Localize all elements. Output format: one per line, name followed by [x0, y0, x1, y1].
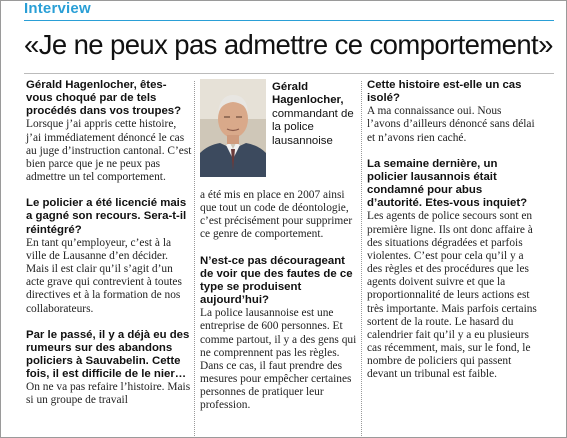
- question-6: La semaine dernière, un policier lausannois était condamné pour abus d’autorité. Etes-vous inquiet?: [367, 157, 528, 210]
- answer-3-continued: a été mis en place en 2007 ainsi que tout un code de déontologie, c’est précisément pour supprimer ce genre de comportement.: [200, 189, 353, 241]
- headline: «Je ne peux pas admettre ce comportement»: [24, 29, 553, 60]
- column-divider: [194, 81, 195, 436]
- column-1: [26, 79, 193, 408]
- section-kicker: Interview: [24, 0, 91, 17]
- caption-name: Gérald Hagenlocher,: [272, 81, 344, 107]
- portrait-caption: [272, 81, 360, 148]
- question-3: Par le passé, il y a déjà eu des rumeurs sur des abandons policiers à Sauvabelin. Cette fois, il est difficile de le nier…: [26, 328, 190, 381]
- question-2: Le policier a été licencié mais a gagné son recours. Sera-t-il réintégré?: [26, 197, 187, 236]
- question-1: Gérald Hagenlocher, êtes-vous choqué par de tels procédés dans vos troupes?: [26, 79, 182, 118]
- answer-1: Lorsque j’ai appris cette histoire, j’ai immédiatement dénoncé le cas au juge d’instruction cantonal. C’est bien parce que je ne peux pas admettre un tel comportement.: [26, 118, 192, 184]
- answer-3: On ne va pas refaire l’histoire. Mais si un groupe de travail: [26, 381, 191, 407]
- portrait-photo: [200, 79, 266, 177]
- answer-2: En tant qu’employeur, c’est à la ville de Lausanne d’en décider. Mais il est clair qu’il s’agit d’un acte grave qui contrevient à toutes directives et à la formation de nos collaborateurs.: [26, 236, 182, 315]
- column-divider: [361, 81, 362, 436]
- question-4: N’est-ce pas décourageant de voir que des fautes de ce type se produisent aujourd’hui?: [200, 254, 353, 307]
- column-3: [367, 79, 537, 381]
- answer-6: Les agents de police secours sont en première ligne. Ils ont donc affaire à des situations dégradées et parfois violentes. C’est pour cela qu’il y a des règles et des procédures que les agents doivent suivre et que la proportionnalité de leurs actions est très importante. Mais parfois certains sortent de la route. Le hasard du calendrier fait qu’il y a eu plusieurs cas récemment, mais, sur le fond, le nombre de policiers qui passent devant un tribunal est faible.: [367, 210, 537, 381]
- answer-5: A ma connaissance oui. Nous l’avons d’ailleurs dénoncé sans délai et n’avons rien caché.: [367, 105, 535, 144]
- section-rule: [24, 20, 554, 21]
- portrait-block: [200, 79, 358, 183]
- column-2: [200, 79, 358, 413]
- section-band: [1, 1, 558, 21]
- headline-rule: [24, 73, 554, 74]
- answer-4: La police lausannoise est une entreprise de 600 personnes. Et comme partout, il y a des gens qui ne comprennent pas les règles. Dans ce cas, il faut prendre des mesures pour empêcher certaines personnes de pratiquer leur profession.: [200, 307, 357, 412]
- caption-role: commandant de la police lausannoise: [272, 107, 354, 147]
- question-5: Cette histoire est-elle un cas isolé?: [367, 79, 522, 105]
